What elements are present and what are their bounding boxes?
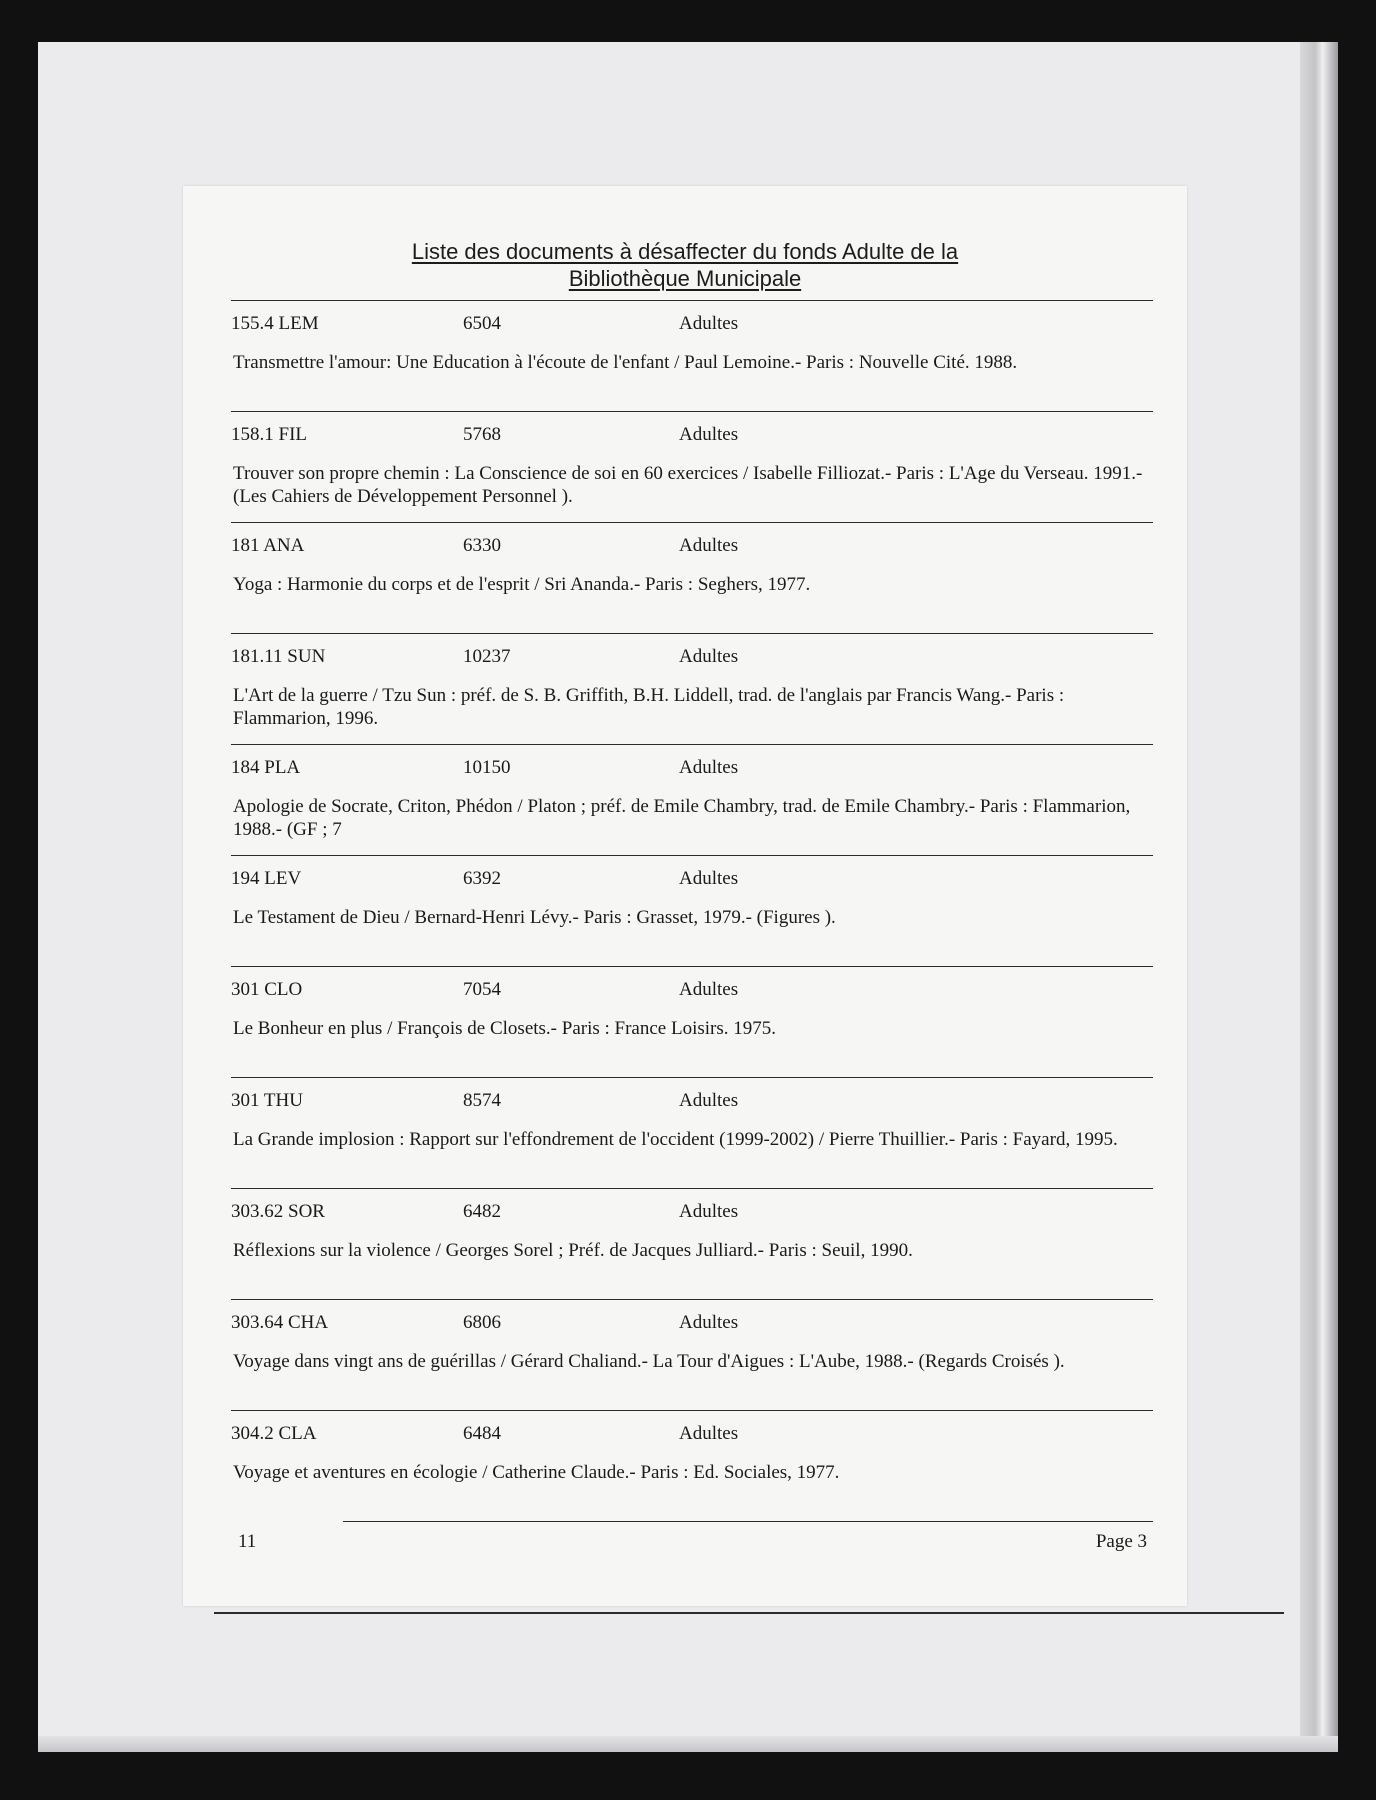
entry-header-row [231,868,1153,892]
page-stack-edge [1300,42,1338,1752]
call-number: 301 CLO [231,979,303,1000]
inventory-number: 6504 [463,313,501,334]
entry-header-row [231,646,1153,670]
bibliographic-description: Trouver son propre chemin : La Conscience de soi en 60 exercices / Isabelle Filliozat.- Paris : L'Age du Verseau. 1991.- (Les Cahiers de Développement Personnel ). [233,463,1143,507]
entry-header-row [231,1423,1153,1447]
call-number: 301 THU [231,1090,303,1111]
entry-header-row [231,313,1153,337]
call-number: 181.11 SUN [231,646,326,667]
underlying-sheet-edge [214,1612,1284,1614]
entry-header-row [231,535,1153,559]
inventory-number: 6482 [463,1201,501,1222]
page-stack-bottom [38,1736,1338,1752]
section-label: Adultes [679,757,739,778]
title-line-2: Bibliothèque Municipale [568,266,802,291]
call-number: 184 PLA [231,757,301,778]
entry-header-row [231,1312,1153,1336]
call-number: 158.1 FIL [231,424,307,445]
bibliographic-description: La Grande implosion : Rapport sur l'effondrement de l'occident (1999-2002) / Pierre Thuillier.- Paris : Fayard, 1995. [233,1129,1118,1150]
inventory-number: 8574 [463,1090,501,1111]
list-item [231,966,1153,1077]
entry-header-row [231,1201,1153,1225]
document-sheet [183,186,1187,1606]
call-number: 155.4 LEM [231,313,319,334]
title-line-1: Liste des documents à désaffecter du fonds Adulte de la [411,239,959,264]
entry-header-row [231,424,1153,448]
list-item [231,1077,1153,1188]
bibliographic-description: Voyage et aventures en écologie / Catherine Claude.- Paris : Ed. Sociales, 1977. [233,1462,840,1483]
call-number: 303.62 SOR [231,1201,325,1222]
bibliographic-description: Apologie de Socrate, Criton, Phédon / Platon ; préf. de Emile Chambry, trad. de Emile Chambry.- Paris : Flammarion, 1988.- (GF ; 7 [233,796,1131,840]
call-number: 303.64 CHA [231,1312,329,1333]
section-label: Adultes [679,535,739,556]
inventory-number: 5768 [463,424,501,445]
inventory-number: 10150 [463,757,511,778]
list-item [231,522,1153,633]
section-label: Adultes [679,868,739,889]
bibliographic-description: Réflexions sur la violence / Georges Sorel ; Préf. de Jacques Julliard.- Paris : Seuil, 1990. [233,1240,913,1261]
folio-number: 11 [238,1531,257,1552]
list-item [231,1299,1153,1410]
entry-header-row [231,757,1153,781]
bibliographic-description: Yoga : Harmonie du corps et de l'esprit / Sri Ananda.- Paris : Seghers, 1977. [233,574,811,595]
list-item [231,1188,1153,1299]
list-item [231,855,1153,966]
section-label: Adultes [679,1423,739,1444]
list-item [231,633,1153,744]
inventory-number: 6806 [463,1312,501,1333]
section-label: Adultes [679,1201,739,1222]
section-label: Adultes [679,1090,739,1111]
section-label: Adultes [679,1312,739,1333]
document-title [183,238,1187,292]
bibliographic-description: Transmettre l'amour: Une Education à l'écoute de l'enfant / Paul Lemoine.- Paris : Nouvelle Cité. 1988. [233,352,1018,373]
list-item [231,411,1153,522]
section-label: Adultes [679,979,739,1000]
page-number: Page 3 [1095,1531,1147,1552]
inventory-number: 6330 [463,535,501,556]
inventory-number: 6484 [463,1423,501,1444]
entry-list [231,300,1153,1521]
list-item [231,1410,1153,1521]
section-label: Adultes [679,424,739,445]
bibliographic-description: L'Art de la guerre / Tzu Sun : préf. de S. B. Griffith, B.H. Liddell, trad. de l'anglais par Francis Wang.- Paris : Flammarion, 1996. [233,685,1065,729]
inventory-number: 10237 [463,646,511,667]
call-number: 304.2 CLA [231,1423,317,1444]
section-label: Adultes [679,646,739,667]
entry-header-row [231,1090,1153,1114]
entry-header-row [231,979,1153,1003]
bibliographic-description: Le Bonheur en plus / François de Closets.- Paris : France Loisirs. 1975. [233,1018,777,1039]
list-item [231,300,1153,411]
inventory-number: 6392 [463,868,501,889]
bibliographic-description: Voyage dans vingt ans de guérillas / Gérard Chaliand.- La Tour d'Aigues : L'Aube, 1988.- (Regards Croisés ). [233,1351,1065,1372]
inventory-number: 7054 [463,979,501,1000]
section-label: Adultes [679,313,739,334]
bibliographic-description: Le Testament de Dieu / Bernard-Henri Lévy.- Paris : Grasset, 1979.- (Figures ). [233,907,836,928]
call-number: 181 ANA [231,535,305,556]
list-item [231,744,1153,855]
call-number: 194 LEV [231,868,302,889]
footer-rule [231,1521,1153,1522]
